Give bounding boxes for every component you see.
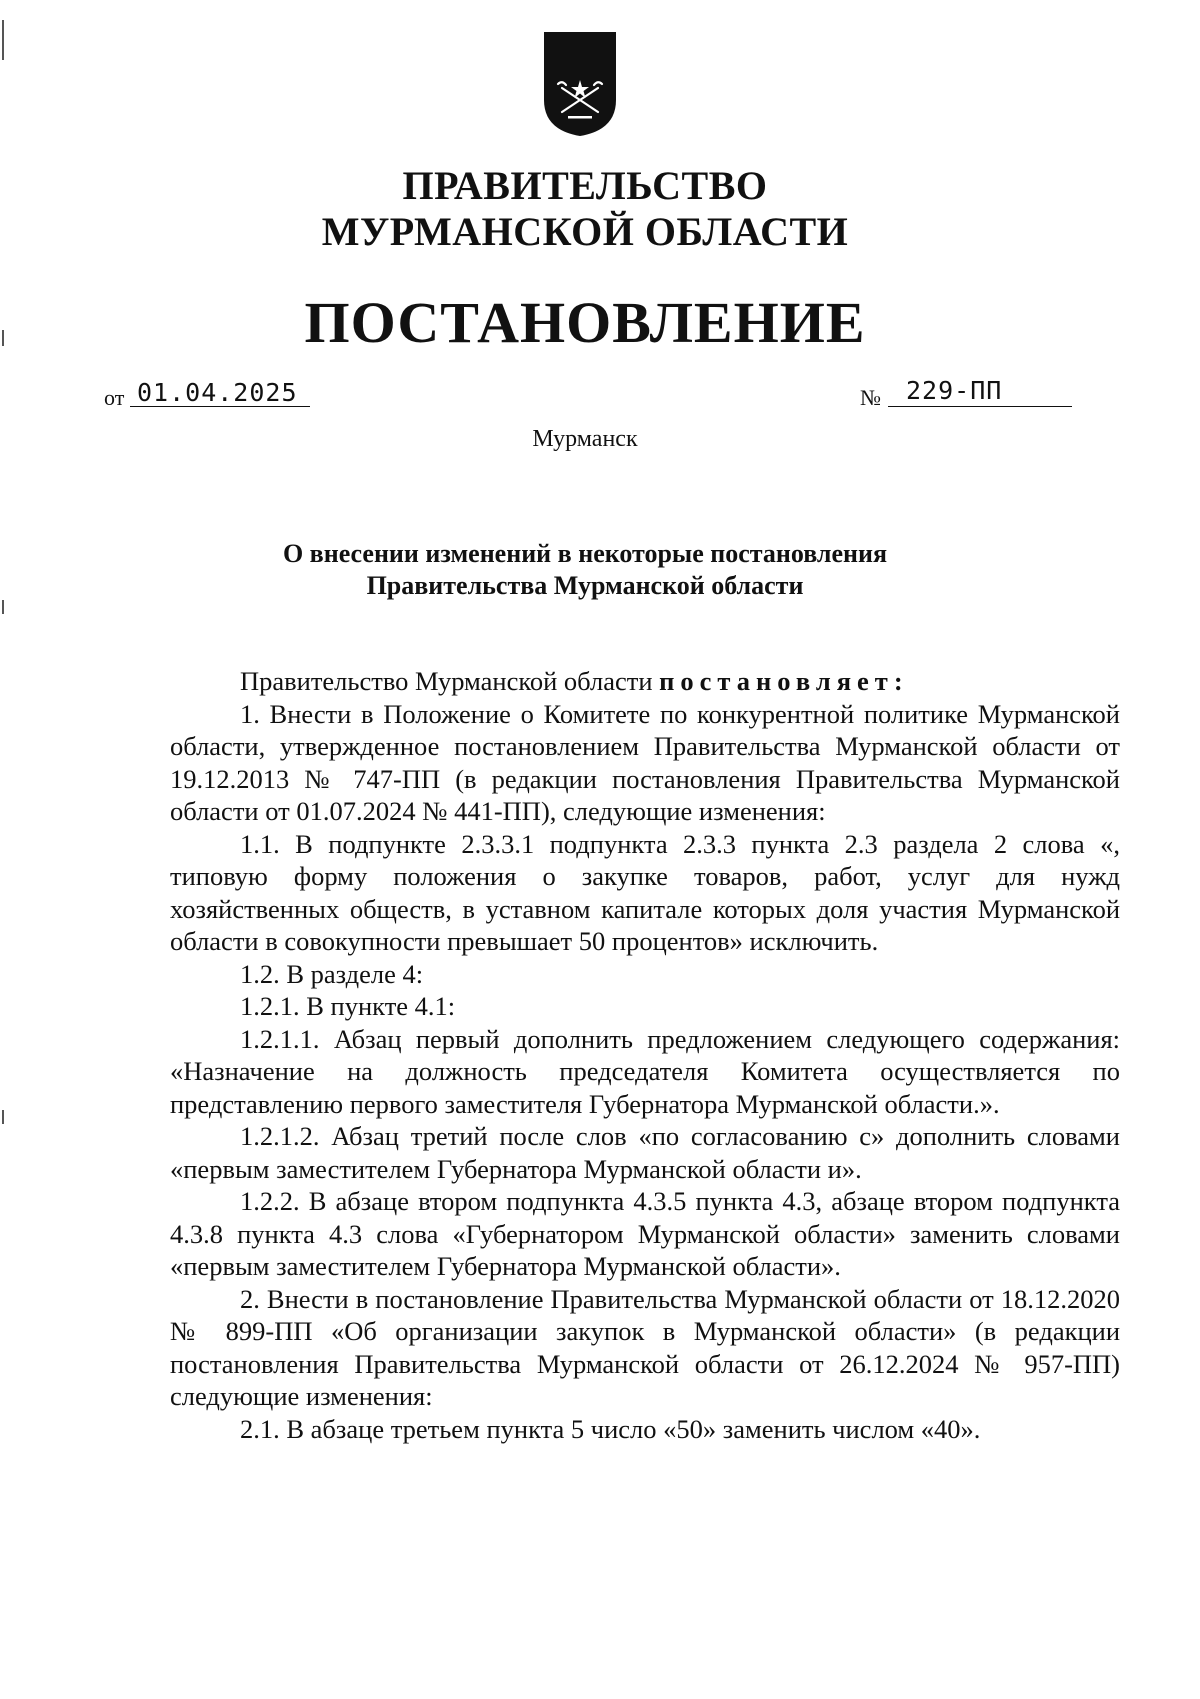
document-type-heading: ПОСТАНОВЛЕНИЕ (304, 290, 866, 355)
intro-paragraph (170, 665, 1120, 698)
paragraph-2-1: 2.1. В абзаце третьем пункта 5 число «50» заменить числом «40». (240, 1413, 981, 1444)
paragraph-1: 1. Внести в Положение о Комитете по конкурентной политике Мурманской области, утвержденное постановлением Правительства Мурманской области от 19.12.2013 № 747-ПП (в редакции постановления Правительства Мурманской области от 01.07.2024 № 441-ПП), следующие изменения: (170, 698, 1120, 826)
document-body (170, 665, 1120, 1445)
paragraph-1-1: 1.1. В подпункте 2.3.3.1 подпункта 2.3.3 пункта 2.3 раздела 2 слова «, типовую форму положения о закупке товаров, работ, услуг для нужд хозяйственных обществ, в уставном капитале которых доля участия Мурманской области в совокупности превышает 50 процентов» исключить. (170, 828, 1120, 956)
intro-prefix: Правительство Мурманской области (240, 666, 660, 696)
document-title-line1: О внесении изменений в некоторые постановления (282, 539, 888, 568)
number-underline (888, 406, 1072, 407)
organization-name-line1: ПРАВИТЕЛЬСТВО (402, 163, 768, 208)
scan-edge-mark (2, 600, 4, 614)
paragraph-1-2-1-2: 1.2.1.2. Абзац третий после слов «по согласованию с» дополнить словами «первым заместителем Губернатора Мурманской области и». (170, 1121, 1120, 1184)
number-prefix-label: № (860, 385, 881, 410)
paragraph-2: 2. Внести в постановление Правительства Мурманской области от 18.12.2020 № 899-ПП «Об организации закупок в Мурманской области» (в редакции постановления Правительства Мурманской области от 26.12.2024 № 957-ПП) следующие изменения: (170, 1283, 1120, 1411)
city-name: Мурманск (532, 426, 638, 452)
paragraph-1-2-1: 1.2.1. В пункте 4.1: (240, 991, 456, 1021)
organization-name-line2: МУРМАНСКОЙ ОБЛАСТИ (321, 209, 849, 254)
document-date: 01.04.2025 (137, 378, 298, 407)
date-prefix-label: от (104, 385, 125, 410)
document-number: 229-ПП (906, 376, 1003, 405)
paragraph-1-2: 1.2. В разделе 4: (240, 958, 424, 989)
scan-edge-mark (2, 20, 4, 60)
document-title (0, 538, 1170, 602)
coat-of-arms-icon (542, 30, 618, 138)
paragraph-1-2-1-1: 1.2.1.1. Абзац первый дополнить предложением следующего содержания: «Назначение на должность председателя Комитета осуществляется по представлению первого заместителя Губернатора Мурманской области.». (170, 1023, 1120, 1119)
document-title-line2: Правительства Мурманской области (366, 571, 804, 600)
scan-edge-mark (2, 1110, 4, 1124)
intro-resolution-word: постановляет: (659, 666, 909, 696)
paragraph-1-2-2: 1.2.2. В абзаце втором подпункта 4.3.5 пункта 4.3, абзаце втором подпункта 4.3.8 пункта 4.3 слова «Губернатором Мурманской области» заменить словами «первым заместителем Губернатора Мурманской области». (170, 1186, 1120, 1281)
